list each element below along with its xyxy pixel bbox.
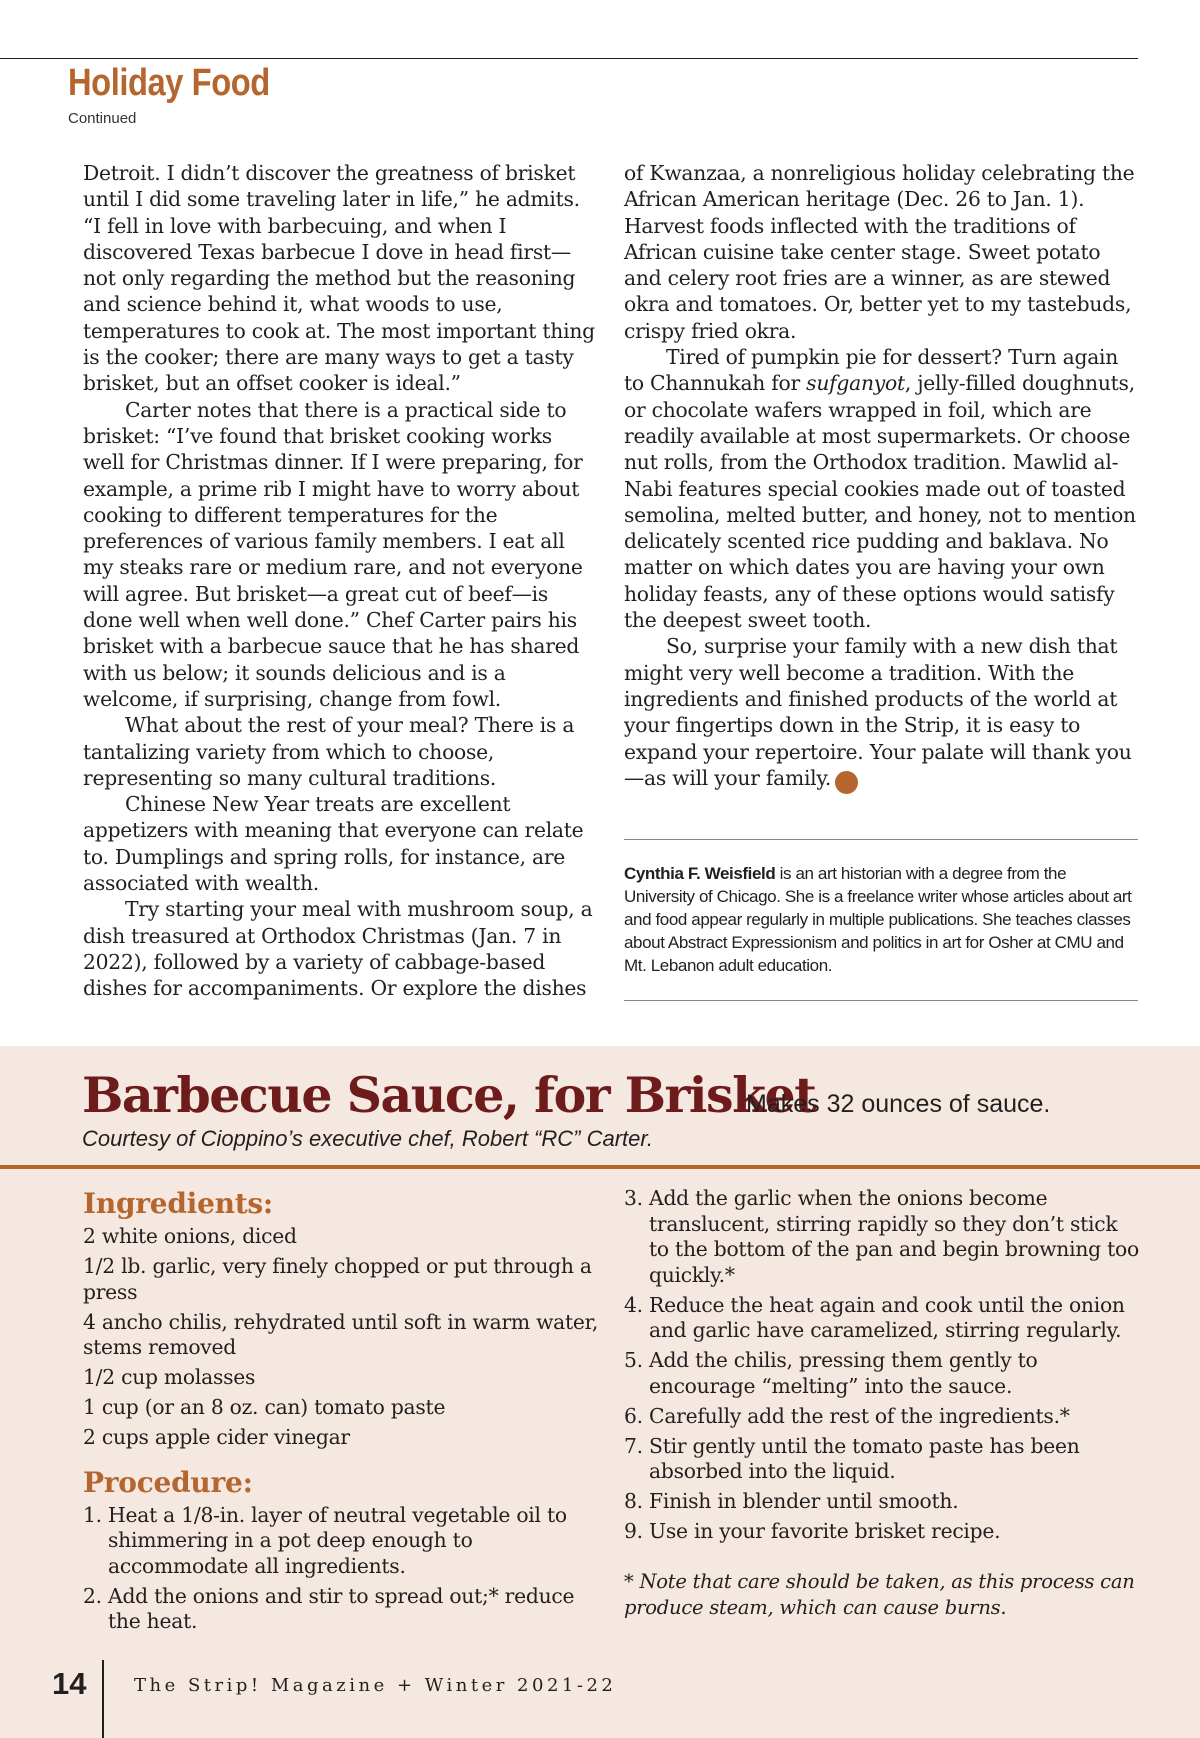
section-title: Holiday Food: [68, 62, 270, 104]
ingredient-item: 1 cup (or an 8 oz. can) tomato paste: [83, 1395, 446, 1419]
section-subtitle: Continued: [68, 110, 137, 127]
recipe-yield: Makes 32 ounces of sauce.: [746, 1090, 1051, 1118]
paragraph-text: , jelly-filled doughnuts, or chocolate wafers wrapped in foil, which are readily available at most supermarkets. Or choose nut rolls, from the Orthodox tradition. Mawlid al-Nabi features special cookies made out of toasted semolina, melted butter, and honey, not to mention delicately scented rice pudding and baklava. No matter on which dates you are having your own holiday feasts, any of these options would satisfy the deepest sweet tooth.: [624, 371, 1136, 633]
ingredient-item: 1/2 cup molasses: [83, 1365, 256, 1389]
procedure-step: 1. Heat a 1/8-in. layer of neutral vegetable oil to shimmering in a pot deep enough to accommodate all ingredients.: [83, 1502, 567, 1578]
ingredient-item: 1/2 lb. garlic, very finely chopped or put through a press: [83, 1254, 592, 1304]
author-name: Cynthia F. Weisfield: [624, 864, 776, 883]
procedure-step: 9. Use in your favorite brisket recipe.: [624, 1519, 1001, 1543]
procedure-step: 5. Add the chilis, pressing them gently to encourage “melting” into the sauce.: [624, 1348, 1038, 1398]
top-rule: [0, 58, 1138, 59]
recipe-column-left: [83, 1186, 603, 1639]
author-bio: [624, 862, 1138, 977]
ingredient-item: 2 white onions, diced: [83, 1224, 297, 1248]
recipe-title: Barbecue Sauce, for Brisket: [82, 1066, 816, 1124]
ingredients-heading: Ingredients:: [83, 1187, 274, 1220]
procedure-list: [83, 1503, 603, 1635]
article-paragraph: Detroit. I didn’t discover the greatness of brisket until I did some traveling later in life,” he admits. “I fell in love with barbecuing, and when I discovered Texas barbecue I dove in head first—not only regarding the method but the reasoning and science behind it, what woods to use, temperatures to cook at. The most important thing is the cooker; there are many ways to get a tasty brisket, but an offset cooker is ideal.”: [83, 161, 595, 396]
bio-divider-top: [624, 839, 1138, 840]
paragraph-text: Tired of pumpkin pie for dessert? Turn again to Channukah for: [624, 345, 1119, 396]
recipe-divider: [0, 1165, 1200, 1169]
procedure-heading: Procedure:: [83, 1465, 253, 1499]
ingredient-item: 2 cups apple cider vinegar: [83, 1425, 350, 1449]
article-paragraph: [624, 344, 1139, 633]
procedure-step: 6. Carefully add the rest of the ingredients.*: [624, 1403, 1070, 1428]
procedure-step: 4. Reduce the heat again and cook until the onion and garlic have caramelized, stirring regularly.: [624, 1292, 1125, 1342]
article-column-right: [624, 160, 1139, 794]
ingredients-list: [83, 1224, 603, 1451]
procedure-step: 8. Finish in blender until smooth.: [624, 1489, 959, 1513]
footer-publication: The Strip! Magazine + Winter 2021-22: [134, 1675, 617, 1696]
article-paragraph: Try starting your meal with mushroom soup, a dish treasured at Orthodox Christmas (Jan. 7 in 2022), followed by a variety of cabbage-based dishes for accompaniments. Or explore the dishes: [83, 897, 593, 1001]
article-paragraph: Chinese New Year treats are excellent appetizers with meaning that everyone can relate to. Dumplings and spring rolls, for instance, are associated with wealth.: [83, 792, 584, 896]
footer-divider: [102, 1660, 104, 1738]
bio-divider-bottom: [624, 1000, 1138, 1001]
ingredient-item: 4 ancho chilis, rehydrated until soft in warm water, stems removed: [83, 1309, 599, 1359]
procedure-step: 3. Add the garlic when the onions become translucent, stirring rapidly so they don’t stick to the bottom of the pan and begin browning too quickly.*: [624, 1186, 1139, 1287]
paragraph-text: So, surprise your family with a new dish that might very well become a tradition. With the ingredients and finished products of the world at your fingertips down in the Strip, it is easy to expand your repertoire. Your palate will thank you—as will your family.: [624, 634, 1132, 790]
recipe-column-right: [624, 1186, 1139, 1621]
article-paragraph: [624, 633, 1139, 793]
italic-term: sufganyot: [806, 371, 905, 396]
procedure-step: 7. Stir gently until the tomato paste has been absorbed into the liquid.: [624, 1433, 1080, 1483]
recipe-credit: Courtesy of Cioppino’s executive chef, Robert “RC” Carter.: [82, 1126, 654, 1151]
author-bio-text: is an art historian with a degree from the University of Chicago. She is a freelance writer whose articles about art and food appear regularly in multiple publications. She teaches classes about Abstract Expressionism and politics in art for Osher at CMU and Mt. Lebanon adult education.: [624, 864, 1132, 975]
page-number: 14: [52, 1666, 87, 1701]
procedure-step: 2. Add the onions and stir to spread out;* reduce the heat.: [83, 1583, 575, 1633]
article-paragraph: of Kwanzaa, a nonreligious holiday celebrating the African American heritage (Dec. 26 to Jan. 1). Harvest foods inflected with the traditions of African cuisine take center stage. Sweet potato and celery root fries are a winner, as are stewed okra and tomatoes. Or, better yet to my tastebuds, crispy fried okra.: [624, 161, 1135, 343]
article-column-left: [83, 160, 595, 1002]
procedure-list-continued: [624, 1186, 1139, 1545]
article-paragraph: Carter notes that there is a practical side to brisket: “I’ve found that brisket cooking works well for Christmas dinner. If I were preparing, for example, a prime rib I might have to worry about cooking to different temperatures for the preferences of various family members. I eat all my steaks rare or medium rare, and not everyone will agree. But brisket—a great cut of beef—is done well when well done.” Chef Carter pairs his brisket with a barbecue sauce that he has shared with us below; it sounds delicious and is a welcome, if surprising, change from fowl.: [83, 397, 583, 711]
article-paragraph: What about the rest of your meal? There is a tantalizing variety from which to choose, representing so many cultural traditions.: [83, 713, 575, 790]
safety-note: * Note that care should be taken, as this process can produce steam, which can cause burns.: [624, 1569, 1135, 1619]
end-mark-icon: !: [835, 771, 858, 794]
